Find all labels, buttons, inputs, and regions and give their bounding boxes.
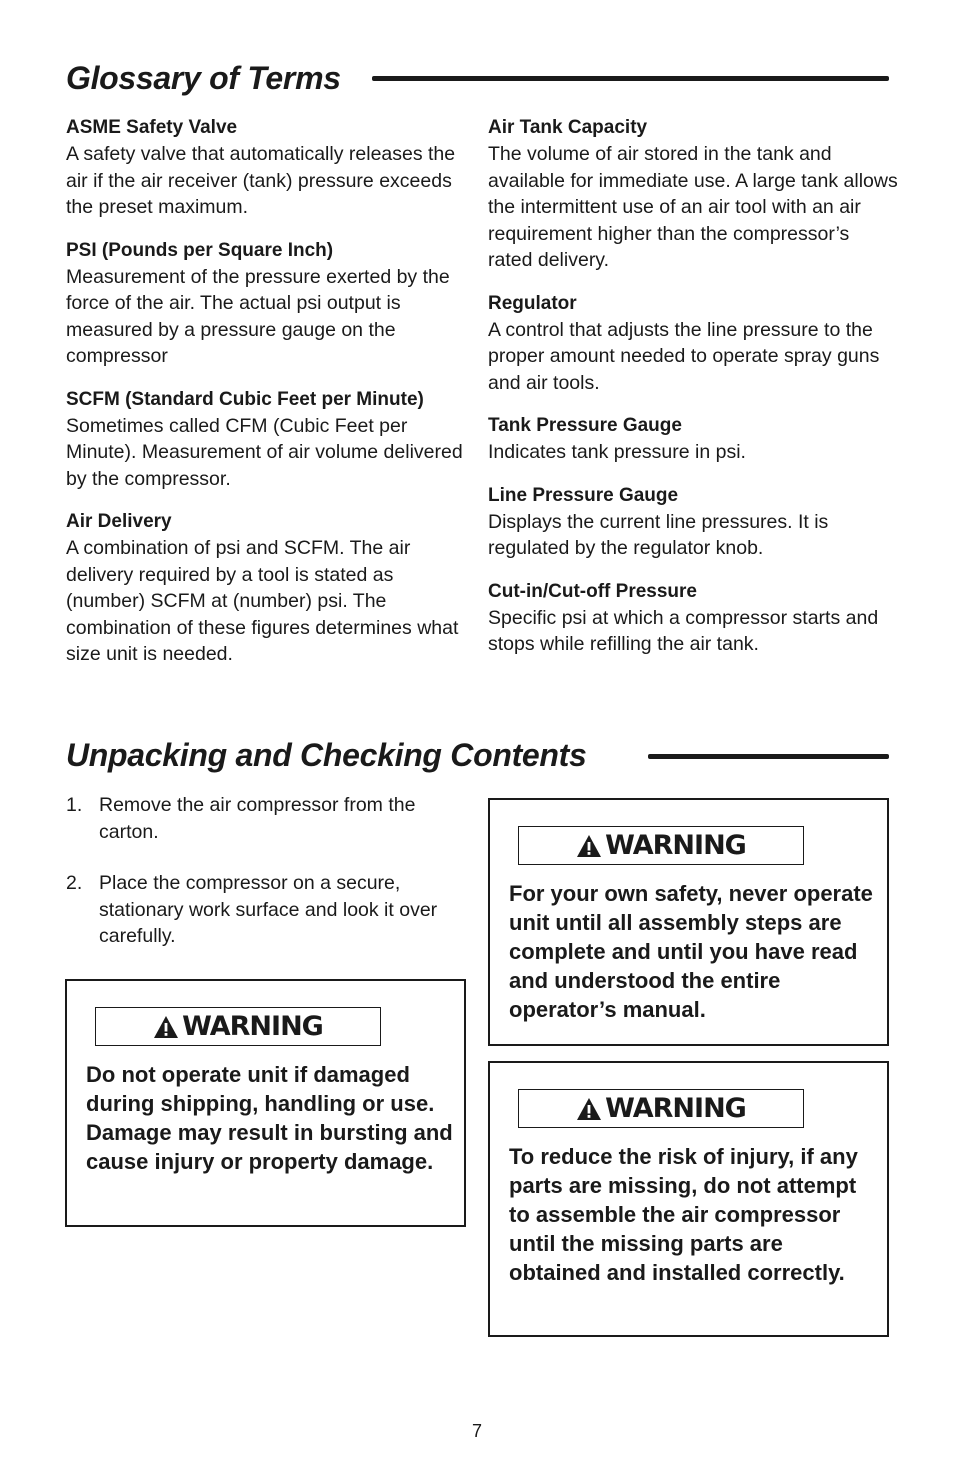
unpacking-title-rule [648, 754, 889, 759]
warning-text: For your own safety, never operate unit until all assembly steps are complete and until you have read and understood the entire operator’s manual. [509, 881, 873, 1022]
term-name: ASME Safety Valve [66, 117, 238, 138]
step-text: Place the compressor on a secure, stationary work surface and look it over carefully. [99, 872, 438, 947]
term-name: SCFM (Standard Cubic Feet per Minute) [66, 388, 424, 410]
warning-label [518, 1089, 804, 1128]
glossary-term [488, 579, 898, 658]
glossary-title: Glossary of Terms [66, 60, 341, 96]
term-definition: A safety valve that automatically releases the air if the air receiver (tank) pressure exceeds the preset maximum. [66, 143, 456, 218]
term-name: Air Tank Capacity [488, 117, 648, 138]
term-definition: A combination of psi and SCFM. The air delivery required by a tool is stated as (number) SCFM at (number) psi. The combination of these figures determines what size unit is needed. [66, 537, 459, 665]
step-number: 1. [66, 794, 83, 816]
warning-word: WARNING [182, 1011, 323, 1042]
glossary-term [488, 483, 898, 562]
unpacking-title: Unpacking and Checking Contents [66, 737, 587, 773]
term-definition: Displays the current line pressures. It is regulated by the regulator knob. [488, 510, 829, 559]
glossary-term [488, 115, 898, 274]
warning-box-missing-parts [488, 1061, 889, 1337]
warning-text: Do not operate unit if damaged during shipping, handling or use. Damage may result in bursting and cause injury or property damage. [86, 1062, 453, 1174]
warning-label [518, 826, 804, 865]
term-definition: Sometimes called CFM (Cubic Feet per Minute). Measurement of air volume delivered by the compressor. [66, 414, 463, 490]
term-name: Regulator [488, 292, 577, 314]
term-name: PSI (Pounds per Square Inch) [66, 239, 334, 261]
warning-text: To reduce the risk of injury, if any parts are missing, do not attempt to assemble the air compressor until the missing parts are obtained and installed correctly. [509, 1144, 858, 1285]
term-name: Line Pressure Gauge [488, 484, 679, 506]
term-name: Tank Pressure Gauge [488, 415, 682, 436]
glossary-term [66, 387, 471, 493]
glossary-left-column [66, 115, 471, 685]
warning-triangle-icon [576, 1097, 602, 1121]
warning-triangle-icon [576, 834, 602, 858]
unpacking-step [66, 792, 466, 845]
glossary-term [66, 115, 471, 221]
term-definition: Measurement of the pressure exerted by the force of the air. The actual psi output is measured by a pressure gauge on the compressor [66, 265, 450, 367]
glossary-term [488, 413, 898, 466]
warning-label [95, 1007, 381, 1046]
term-definition: The volume of air stored in the tank and available for immediate use. A large tank allows the intermittent use of an air tool with an air requirement higher than the compressor’s rated delivery. [488, 143, 898, 271]
warning-word: WARNING [605, 830, 746, 861]
term-definition: Specific psi at which a compressor starts and stops while refilling the air tank. [488, 606, 879, 655]
term-definition: A control that adjusts the line pressure to the proper amount needed to operate spray guns and air tools. [488, 318, 880, 394]
page-number: 7 [471, 1421, 482, 1441]
unpacking-step [66, 870, 466, 950]
glossary-term [66, 238, 471, 370]
step-text: Remove the air compressor from the carton. [99, 794, 416, 843]
warning-triangle-icon [153, 1015, 179, 1039]
step-number: 2. [66, 872, 83, 894]
warning-box-damage [65, 979, 466, 1227]
term-definition: Indicates tank pressure in psi. [488, 441, 746, 463]
glossary-term [488, 291, 898, 397]
glossary-right-column [488, 115, 898, 675]
glossary-term [66, 509, 471, 668]
glossary-title-rule [372, 76, 889, 81]
warning-word: WARNING [605, 1093, 746, 1124]
term-name: Cut-in/Cut-off Pressure [488, 580, 697, 602]
warning-box-safety [488, 798, 889, 1046]
term-name: Air Delivery [66, 511, 172, 532]
